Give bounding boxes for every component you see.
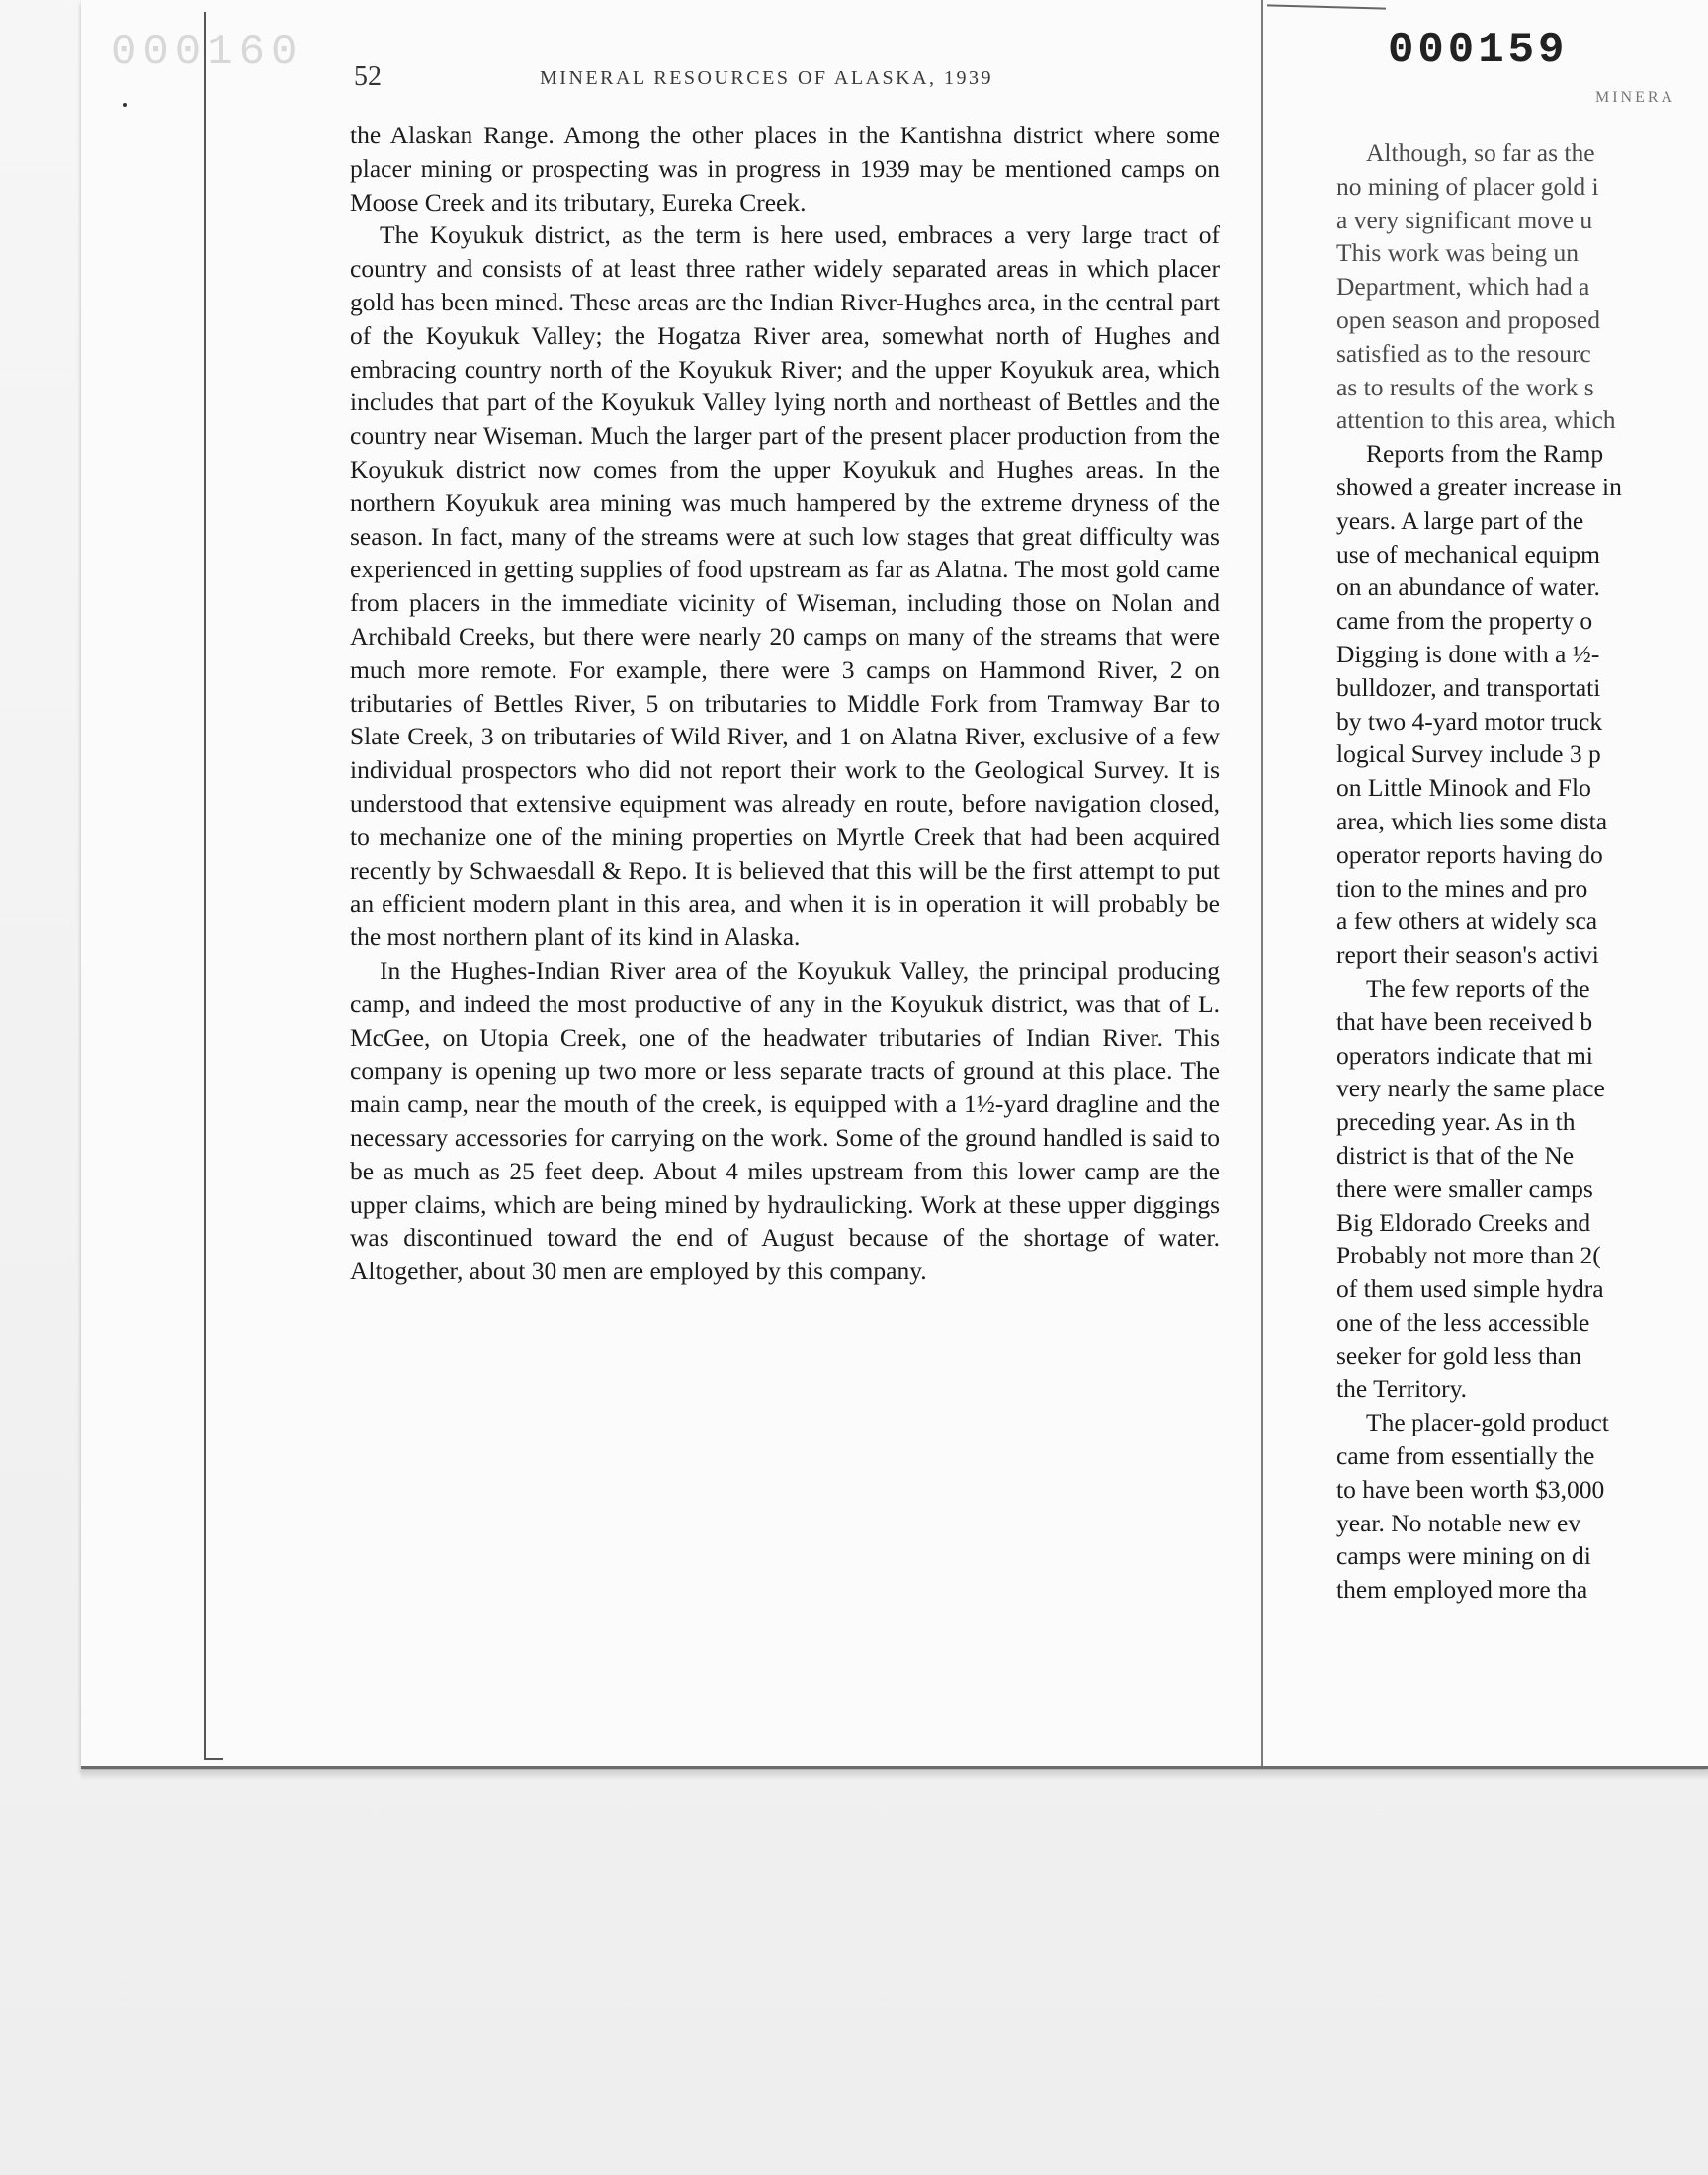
text-line: attention to this area, which xyxy=(1336,405,1616,435)
document-stamp: 000159 xyxy=(1388,26,1569,75)
paragraph: the Alaskan Range. Among the other places in the Kantishna district where some placer mining or prospecting was in progress in 1939 may be mentioned camps on Moose Creek and its tributary, Eureka Creek. xyxy=(350,121,1220,217)
text-line: a few others at widely sca xyxy=(1336,907,1598,936)
text-line: open season and proposed xyxy=(1336,304,1600,334)
text-line: area, which lies some dista xyxy=(1336,806,1608,835)
text-line: operator reports having do xyxy=(1336,839,1603,869)
text-line: there were smaller camps xyxy=(1336,1174,1593,1203)
text-line: logical Survey include 3 p xyxy=(1336,740,1601,769)
text-line: the Territory. xyxy=(1336,1374,1468,1404)
text-line: them employed more tha xyxy=(1336,1575,1588,1605)
text-line: came from essentially the xyxy=(1336,1441,1595,1471)
text-line: of them used simple hydra xyxy=(1336,1274,1604,1304)
text-line: tion to the mines and pro xyxy=(1336,873,1588,903)
text-line: report their season's activi xyxy=(1336,940,1599,970)
text-line: The placer-gold product xyxy=(1366,1408,1609,1437)
text-line: a very significant move u xyxy=(1336,205,1593,234)
text-line: that have been received b xyxy=(1336,1006,1593,1036)
text-line: Department, which had a xyxy=(1336,272,1590,302)
ink-dot xyxy=(123,103,127,107)
text-line: Probably not more than 2( xyxy=(1336,1241,1601,1270)
text-line: district is that of the Ne xyxy=(1336,1140,1575,1170)
text-line: Digging is done with a ½- xyxy=(1336,639,1600,668)
page-divider-line xyxy=(1261,0,1263,1766)
page-number: 52 xyxy=(354,61,382,92)
text-line: by two 4-yard motor truck xyxy=(1336,706,1603,736)
text-line: The few reports of the xyxy=(1366,973,1590,1002)
text-line: use of mechanical equipm xyxy=(1336,539,1600,568)
text-line: as to results of the work s xyxy=(1336,372,1594,401)
text-line: no mining of placer gold i xyxy=(1336,171,1599,201)
text-line: seeker for gold less than xyxy=(1336,1341,1581,1370)
paragraph: The Koyukuk district, as the term is here used, embraces a very large tract of country and consists of at least three rather widely separated areas in which placer gold has been mined. These areas are the Indian River-Hughes area, in the central part of the Koyukuk Valley; the Hogatza River area, somewhat north of Hughes and embracing country north of the Koyukuk River; and the upper Koyukuk area, which includes that part of the Koyukuk Valley lying north and northeast of Bettles and the country near Wiseman. Much the larger part of the present placer production from the Koyukuk district now comes from the upper Koyukuk and Hughes areas. In the northern Koyukuk area mining was much hampered by the extreme dryness of the season. In fact, many of the streams were at such low stages that great difficulty was experienced in getting supplies of food upstream as far as Alatna. The most gold came from placers in the immediate vicinity of Wiseman, including those on Nolan and Archibald Creeks, but there were nearly 20 camps on many of the streams that were much more remote. For example, there were 3 camps on Hammond River, 2 on tributaries of Bettles River, 5 on tributaries to Middle Fork from Tramway Bar to Slate Creek, 3 on tributaries of Wild River, and 1 on Alatna River, exclusive of a few individual prospectors who did not report their work to the Geological Survey. It is understood that extensive equipment was already en route, before navigation closed, to mechanize one of the mining properties on Myrtle Creek that had been acquired recently by Schwaesdall & Repo. It is believed that this will be the first attempt to put an efficient modern plant in this area, and when it is in operation it will probably be the most northern plant of its kind in Alaska. xyxy=(350,220,1220,952)
text-line: operators indicate that mi xyxy=(1336,1040,1593,1070)
text-line: Reports from the Ramp xyxy=(1366,439,1604,469)
right-text-column xyxy=(1336,136,1708,1619)
left-frame-line xyxy=(204,12,206,1760)
text-line: on an abundance of water. xyxy=(1336,572,1600,602)
main-text-column xyxy=(350,119,1220,1288)
running-head: MINERAL RESOURCES OF ALASKA, 1939 xyxy=(540,67,994,89)
faint-stamp: 000160 xyxy=(111,28,303,77)
left-frame-foot xyxy=(204,1758,223,1760)
text-line: years. A large part of the xyxy=(1336,505,1584,535)
right-running-head: MINERA xyxy=(1595,89,1676,106)
paragraph: In the Hughes-Indian River area of the Koyukuk Valley, the principal producing camp, and indeed the most productive of any in the Koyukuk district, was that of L. McGee, on Utopia Creek, one of the headwater tributaries of Indian River. This company is opening up two more or less separate tracts of ground at this place. The main camp, near the mouth of the creek, is equipped with a 1½-yard dragline and the necessary accessories for carrying on the work. Some of the ground handled is said to be as much as 25 feet deep. About 4 miles upstream from this lower camp are the upper claims, which are being mined by hydraulicking. Work at these upper diggings was discontinued toward the end of August because of the shortage of water. Altogether, about 30 men are employed by this company. xyxy=(350,955,1220,1286)
text-line: bulldozer, and transportati xyxy=(1336,672,1601,702)
text-line: one of the less accessible xyxy=(1336,1307,1590,1337)
text-line: Big Eldorado Creeks and xyxy=(1336,1207,1591,1237)
text-line: year. No notable new ev xyxy=(1336,1508,1581,1537)
text-line: came from the property o xyxy=(1336,606,1593,636)
text-line: This work was being un xyxy=(1336,238,1580,268)
text-line: satisfied as to the resourc xyxy=(1336,338,1591,368)
text-line: on Little Minook and Flo xyxy=(1336,773,1591,803)
text-line: very nearly the same place xyxy=(1336,1074,1605,1103)
text-line: to have been worth $3,000 xyxy=(1336,1474,1605,1504)
page-shadow xyxy=(81,1770,1708,1780)
text-line: preceding year. As in th xyxy=(1336,1107,1576,1137)
text-line: showed a greater increase in xyxy=(1336,472,1622,501)
text-line: Although, so far as the xyxy=(1366,138,1595,167)
text-line: camps were mining on di xyxy=(1336,1541,1591,1571)
